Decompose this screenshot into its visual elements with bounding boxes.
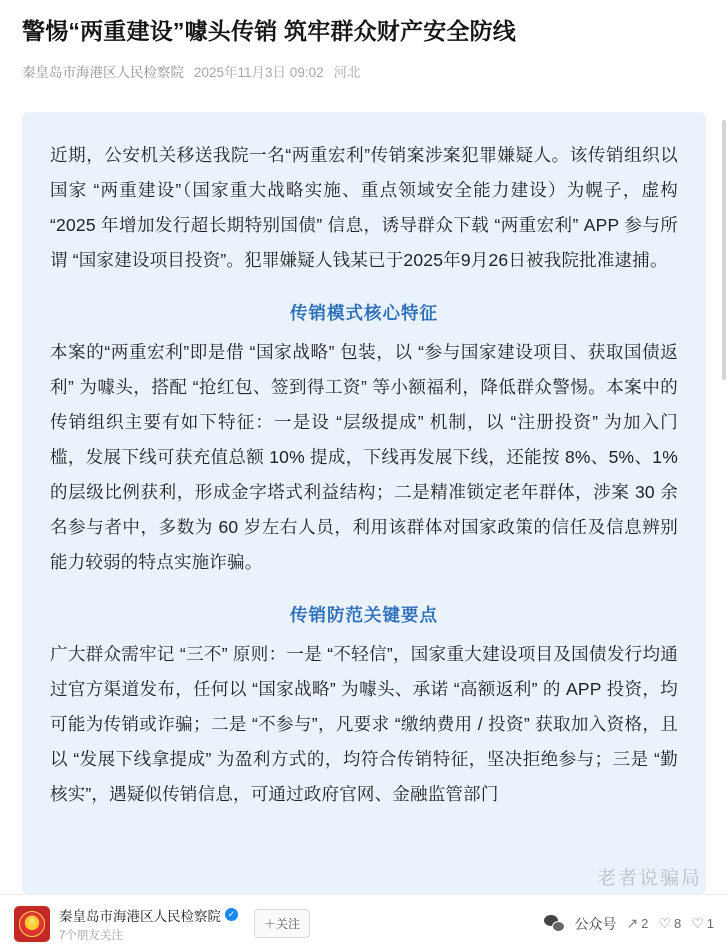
section-body-1: 本案的“两重宏利”即是借 “国家战略” 包装，以 “参与国家建设项目、获取国债返利” 为噱头，搭配 “抢红包、签到得工资” 等小额福利，降低群众警惕。本案中的传销组织主要有如下特征：一是设 “层级提成” 机制，以 “注册投资” 为加入门槛，发展下线可获充值总额 10% 提成，下线再发展下线，还能按 8%、5%、1% 的层级比例获利，形成金字塔式利益结构；二是精准锁定老年群体，涉案 30 余名参与者中，多数为 60 岁左右人员，利用该群体对国家政策的信任及信息辨别能力较弱的特点实施诈骗。 bbox=[50, 342, 678, 572]
like-count: 1 bbox=[706, 916, 714, 931]
article-source[interactable]: 秦皇岛市海港区人民检察院 bbox=[22, 65, 184, 81]
footer-actions bbox=[544, 914, 714, 934]
comment-stat[interactable] bbox=[658, 915, 681, 932]
like-stat[interactable] bbox=[691, 915, 714, 932]
wechat-icon bbox=[544, 915, 564, 932]
friends-following-label: 7个朋友关注 bbox=[59, 929, 123, 942]
public-account-label[interactable]: 公众号 bbox=[574, 915, 617, 932]
section-body-2: 广大群众需牢记 “三不” 原则：一是 “不轻信”，国家重大建设项目及国债发行均通过官方渠道发布，任何以 “国家战略” 为噱头、承诺 “高额返利” 的 APP 投资，均可能为传销或诈骗；二是 “不参与”，凡要求 “缴纳费用 / 投资” 获取加入资格，且以 “发展下线拿提成” 为盈利方式的，均符合传销特征，坚决拒绝参与；三是 “勤核实”，遇疑似传销信息，可通过政府官网、金融监管部门 bbox=[50, 644, 678, 804]
like-icon: ♡ bbox=[691, 915, 704, 931]
comment-icon: ♡ bbox=[658, 915, 671, 931]
section-heading-1: 传销模式核心特征 bbox=[290, 303, 438, 323]
comment-count: 8 bbox=[673, 916, 682, 931]
account-footer-bar bbox=[0, 894, 728, 952]
paragraph-intro: 近期，公安机关移送我院一名“两重宏利”传销案涉案犯罪嫌疑人。该传销组织以国家 “两重建设”（国家重大战略实施、重点领域安全能力建设）为幌子，虚构 “2025 年增加发行超长期特别国债” 信息，诱导群众下载 “两重宏利” APP 参与所谓 “国家建设项目投资”。犯罪嫌疑人钱某已于2025年9月26日被我院批准逮捕。 bbox=[50, 145, 678, 270]
section-heading-2: 传销防范关键要点 bbox=[290, 605, 438, 625]
watermark-text: 老者说骗局 bbox=[596, 868, 702, 889]
article-region: 河北 bbox=[333, 65, 361, 81]
account-name-row[interactable] bbox=[59, 905, 238, 925]
page-scrollbar[interactable] bbox=[722, 120, 726, 380]
follow-button[interactable]: ＋关注 bbox=[254, 909, 310, 938]
article-meta bbox=[0, 47, 728, 81]
account-name-label: 秦皇岛市海港区人民检察院 bbox=[59, 908, 221, 924]
verified-badge-icon: ✓ bbox=[225, 908, 238, 921]
account-block bbox=[59, 905, 238, 943]
share-count: 2 bbox=[641, 916, 649, 931]
page-title: 警惕“两重建设”噱头传销 筑牢群众财产安全防线 bbox=[22, 18, 516, 44]
avatar[interactable] bbox=[14, 906, 50, 942]
article-timestamp: 2025年11月3日 09:02 bbox=[194, 65, 324, 81]
share-stat[interactable] bbox=[626, 915, 648, 932]
article-body-card bbox=[22, 112, 706, 894]
share-icon: ↗ bbox=[626, 915, 639, 931]
emblem-icon bbox=[19, 911, 45, 937]
